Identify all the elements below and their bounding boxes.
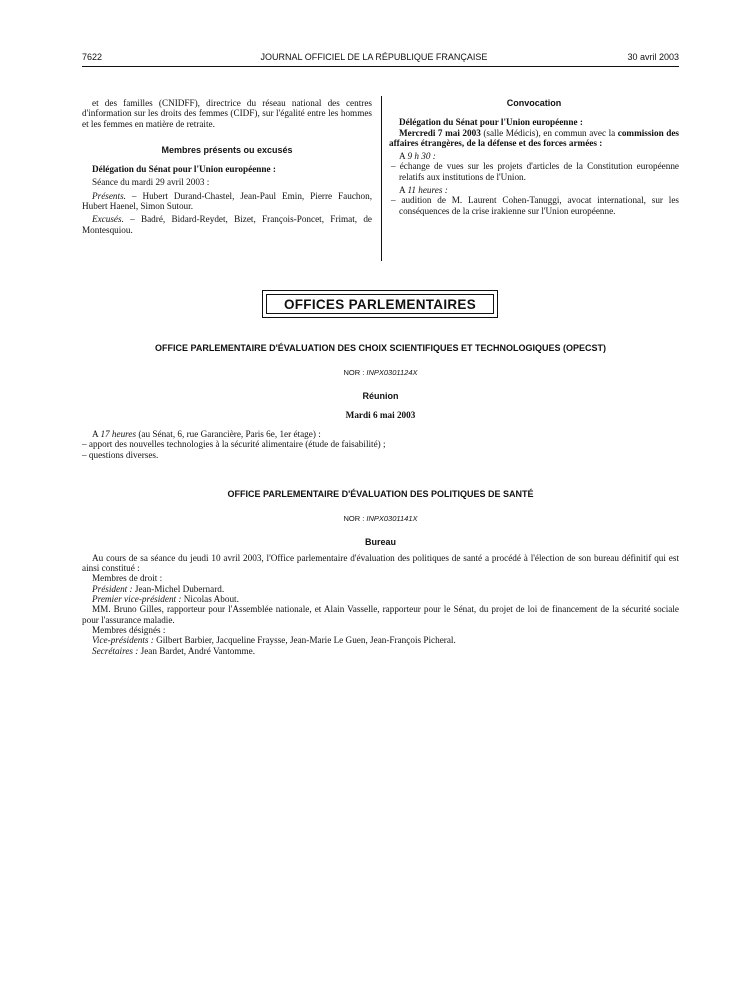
vps-names: Gilbert Barbier, Jacqueline Fraysse, Jean-Marie Le Guen, Jean-François Picheral. <box>153 635 456 646</box>
opeps-nor <box>82 514 679 524</box>
president-label: Président : <box>92 583 133 594</box>
time-prefix-2: A <box>399 185 408 196</box>
seance-line: Séance du mardi 29 avril 2003 : <box>92 177 210 188</box>
header-date: 30 avril 2003 <box>627 52 679 62</box>
nor-label: NOR : <box>343 514 367 524</box>
meeting-with: commission des affaires étrangères, de la défense et des forces armées : <box>389 127 679 148</box>
opeps-intro: Au cours de sa séance du jeudi 10 avril 2003, l'Office parlementaire d'évaluation des politiques de santé a procédé à l'élection de son bureau définitif qui est ainsi constitué : <box>82 552 679 574</box>
excuses-paragraph <box>82 214 372 235</box>
vps-line <box>82 635 679 645</box>
meeting-date: Mercredi 7 mai 2003 <box>399 127 481 138</box>
vps-label: Vice-présidents : <box>92 635 154 646</box>
opeps-section <box>82 489 679 656</box>
excuses-label: Excusés. <box>92 214 124 225</box>
secretaires-names: Jean Bardet, André Vantomme. <box>138 645 256 656</box>
vp1-line <box>82 594 679 604</box>
time-2: 11 heures : <box>407 185 448 196</box>
vp1-name: Nicolas About. <box>181 594 239 605</box>
presents-label: Présents. <box>92 190 126 201</box>
convocation-heading: Convocation <box>506 98 562 108</box>
opecst-nor <box>82 368 679 378</box>
opecst-time-line <box>82 429 679 439</box>
opecst-item-2: – questions diverses. <box>82 449 159 460</box>
section-box <box>262 290 498 318</box>
page-number: 7622 <box>82 52 103 62</box>
delegation-heading-left: Délégation du Sénat pour l'Union européenne : <box>92 164 276 175</box>
nor-code: INPX0301124X <box>366 368 418 378</box>
members-de-droit: Membres de droit : <box>92 573 163 584</box>
nor-code: INPX0301141X <box>366 514 418 524</box>
time-prefix-1: A <box>399 151 408 162</box>
vp1-label: Premier vice-président : <box>92 594 182 605</box>
members-heading: Membres présents ou excusés <box>161 144 293 155</box>
agenda-item-1: – échange de vues sur les projets d'articles de la Constitution européenne relatifs aux institutions de l'Union. <box>391 161 679 182</box>
rapporteurs-paragraph: MM. Bruno Gilles, rapporteur pour l'Assemblée nationale, et Alain Vasselle, rapporteur pour le Sénat, du projet de loi de financement de la sécurité sociale pour l'assurance maladie. <box>82 604 679 625</box>
president-name: Jean-Michel Dubernard. <box>132 583 225 594</box>
delegation-heading-right: Délégation du Sénat pour l'Union européenne : <box>399 117 583 128</box>
opecst-place: (au Sénat, 6, rue Garancière, Paris 6e, 1er étage) : <box>136 429 321 440</box>
time-1: 9 h 30 : <box>407 151 436 162</box>
opecst-title: OFFICE PARLEMENTAIRE D'ÉVALUATION DES CHOIX SCIENTIFIQUES ET TECHNOLOGIQUES (OPECST) <box>155 343 606 353</box>
members-designes: Membres désignés : <box>92 624 166 635</box>
opecst-section <box>82 343 679 460</box>
opecst-time: 17 heures <box>100 429 137 440</box>
secretaires-line <box>82 646 679 656</box>
opecst-time-prefix: A <box>92 429 101 440</box>
opecst-date: Mardi 6 mai 2003 <box>345 409 416 420</box>
continuation-paragraph: et des familles (CNIDFF), directrice du réseau national des centres d'information sur les droits des femmes (CIDF), sur l'égalité entre les hommes et les femmes en matière de retraite. <box>82 98 372 129</box>
time-line-1 <box>389 151 679 161</box>
nor-label: NOR : <box>343 368 367 378</box>
opeps-title: OFFICE PARLEMENTAIRE D'ÉVALUATION DES POLITIQUES DE SANTÉ <box>227 489 534 499</box>
presents-paragraph <box>82 191 372 212</box>
opecst-subheading: Réunion <box>362 390 399 401</box>
time-line-2 <box>389 185 679 195</box>
right-column <box>389 98 679 216</box>
opecst-item-1: – apport des nouvelles technologies à la sécurité alimentaire (étude de faisabilité) ; <box>82 439 386 450</box>
header-rule <box>82 66 679 67</box>
journal-title: JOURNAL OFFICIEL DE LA RÉPUBLIQUE FRANÇAISE <box>260 52 488 62</box>
agenda-item-2: – audition de M. Laurent Cohen-Tanuggi, avocat international, sur les conséquences de la crise irakienne sur l'Union européenne. <box>391 195 679 216</box>
presents-text: – Hubert Durand-Chastel, Jean-Paul Emin, Pierre Fauchon, Hubert Haenel, Simon Sutour. <box>82 190 372 212</box>
meeting-paragraph <box>389 128 679 149</box>
meeting-place: (salle Médicis), en commun avec la <box>480 127 618 138</box>
section-title: OFFICES PARLEMENTAIRES <box>266 294 494 314</box>
opeps-subheading: Bureau <box>364 536 396 547</box>
column-divider <box>381 96 382 261</box>
secretaires-label: Secrétaires : <box>92 645 139 656</box>
president-line <box>82 584 679 594</box>
left-column <box>82 98 372 235</box>
excuses-text: – Badré, Bidard-Reydet, Bizet, François-Poncet, Frimat, de Montesquiou. <box>82 214 372 235</box>
